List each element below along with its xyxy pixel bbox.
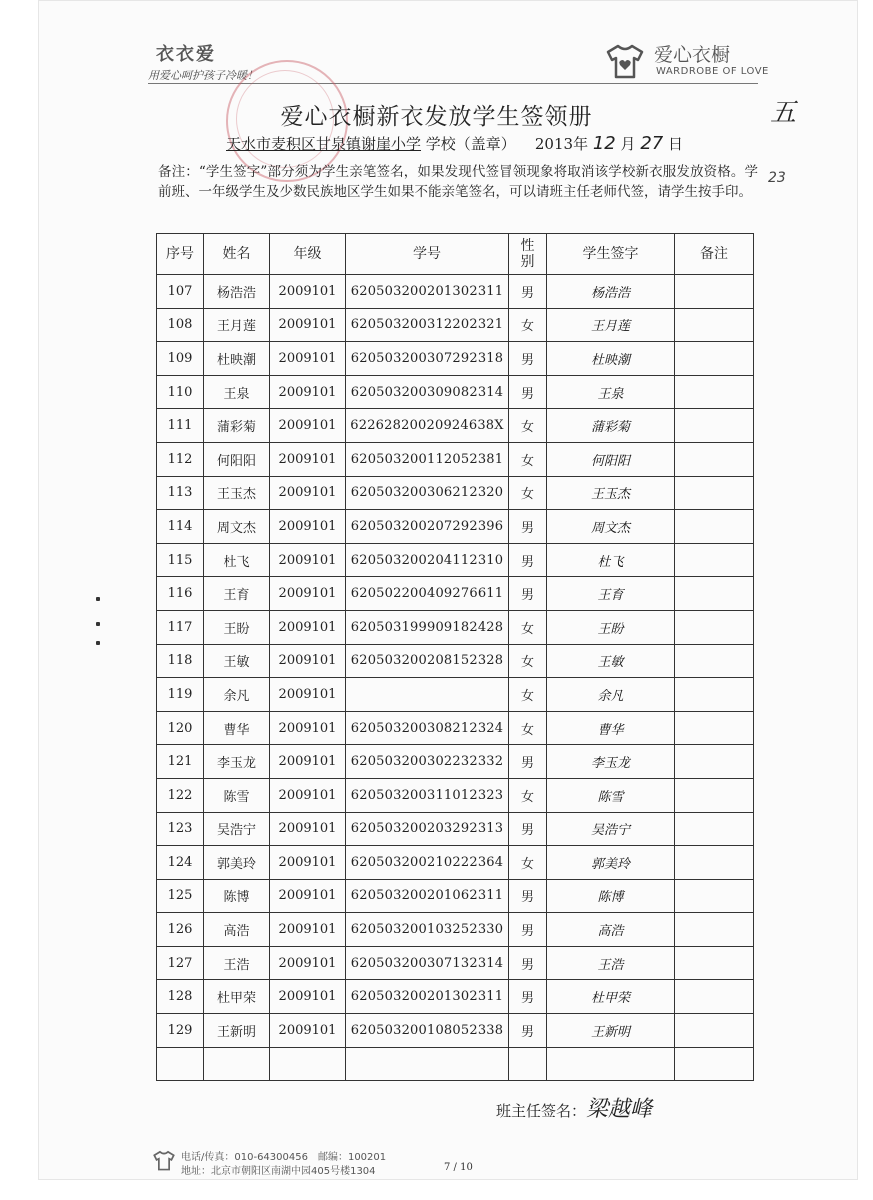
- row-remark: [675, 510, 754, 544]
- table-row: [157, 409, 754, 443]
- row-name: 李玉龙: [204, 745, 270, 779]
- row-signature: 王盼: [547, 610, 675, 644]
- margin-mark: 五: [770, 98, 797, 128]
- row-name: 余凡: [204, 678, 270, 712]
- row-grade: 2009101: [270, 711, 346, 745]
- row-no: 127: [157, 946, 204, 980]
- row-sex: 男: [509, 879, 547, 913]
- row-grade: 2009101: [270, 543, 346, 577]
- row-grade: 2009101: [270, 510, 346, 544]
- row-signature: 王泉: [547, 375, 675, 409]
- table-row: [157, 745, 754, 779]
- row-student-id: 620503200201302311: [346, 275, 509, 309]
- row-remark: [675, 308, 754, 342]
- subtitle: [226, 133, 683, 154]
- row-no: [157, 1047, 204, 1081]
- row-name: 郭美玲: [204, 846, 270, 880]
- heart-shirt-icon: [152, 1150, 176, 1172]
- row-no: 116: [157, 577, 204, 611]
- table-row: [157, 442, 754, 476]
- row-remark: [675, 644, 754, 678]
- row-no: 121: [157, 745, 204, 779]
- row-name: [204, 1047, 270, 1081]
- row-student-id: 62262820020924638X: [346, 409, 509, 443]
- table-row: [157, 711, 754, 745]
- row-student-id: 620503199909182428: [346, 610, 509, 644]
- row-student-id: 620503200204112310: [346, 543, 509, 577]
- table-row: [157, 375, 754, 409]
- row-signature: 王月莲: [547, 308, 675, 342]
- row-signature: 蒲彩菊: [547, 409, 675, 443]
- row-sex: 男: [509, 1014, 547, 1048]
- row-name: 蒲彩菊: [204, 409, 270, 443]
- row-student-id: 620503200306212320: [346, 476, 509, 510]
- row-remark: [675, 879, 754, 913]
- row-name: 高浩: [204, 913, 270, 947]
- row-remark: [675, 409, 754, 443]
- row-sex: 女: [509, 778, 547, 812]
- row-no: 128: [157, 980, 204, 1014]
- row-grade: 2009101: [270, 577, 346, 611]
- table-row: [157, 577, 754, 611]
- row-signature: 王育: [547, 577, 675, 611]
- scan-dot: [96, 597, 100, 601]
- row-sex: 女: [509, 644, 547, 678]
- col-header-student-id: 学号: [346, 234, 509, 275]
- row-signature: 王浩: [547, 946, 675, 980]
- row-remark: [675, 275, 754, 309]
- row-signature: 王新明: [547, 1014, 675, 1048]
- row-name: 王泉: [204, 375, 270, 409]
- row-grade: 2009101: [270, 476, 346, 510]
- row-name: 杜飞: [204, 543, 270, 577]
- row-student-id: [346, 1047, 509, 1081]
- table-row: [157, 644, 754, 678]
- row-grade: 2009101: [270, 610, 346, 644]
- row-sex: 女: [509, 409, 547, 443]
- row-signature: 李玉龙: [547, 745, 675, 779]
- row-signature: 杜甲荣: [547, 980, 675, 1014]
- signature-table: [156, 233, 754, 1081]
- row-signature: 郭美玲: [547, 846, 675, 880]
- row-signature: 吴浩宁: [547, 812, 675, 846]
- row-no: 129: [157, 1014, 204, 1048]
- row-remark: [675, 745, 754, 779]
- row-name: 杜甲荣: [204, 980, 270, 1014]
- row-name: 王盼: [204, 610, 270, 644]
- row-no: 124: [157, 846, 204, 880]
- row-remark: [675, 342, 754, 376]
- row-remark: [675, 946, 754, 980]
- page-number: 7 / 10: [444, 1162, 473, 1173]
- row-signature: 高浩: [547, 913, 675, 947]
- table-row: [157, 879, 754, 913]
- table-row: [157, 846, 754, 880]
- row-no: 111: [157, 409, 204, 443]
- row-student-id: [346, 678, 509, 712]
- row-sex: 男: [509, 342, 547, 376]
- table-row: [157, 1014, 754, 1048]
- row-student-id: 620503200308212324: [346, 711, 509, 745]
- row-no: 107: [157, 275, 204, 309]
- row-sex: 男: [509, 913, 547, 947]
- row-no: 120: [157, 711, 204, 745]
- row-name: 王玉杰: [204, 476, 270, 510]
- row-student-id: 620503200302232332: [346, 745, 509, 779]
- row-no: 117: [157, 610, 204, 644]
- row-no: 125: [157, 879, 204, 913]
- col-header-remark: 备注: [675, 234, 754, 275]
- row-remark: [675, 812, 754, 846]
- row-signature: 陈雪: [547, 778, 675, 812]
- row-student-id: 620503200108052338: [346, 1014, 509, 1048]
- row-grade: 2009101: [270, 409, 346, 443]
- margin-mark: 23: [768, 170, 786, 186]
- row-student-id: 620503200103252330: [346, 913, 509, 947]
- brand-name: 爱心衣橱: [654, 44, 731, 66]
- row-signature: 杜飞: [547, 543, 675, 577]
- row-no: 119: [157, 678, 204, 712]
- page-title: 爱心衣橱新衣发放学生签领册: [280, 104, 593, 130]
- row-name: 陈博: [204, 879, 270, 913]
- row-sex: 女: [509, 711, 547, 745]
- row-sex: 男: [509, 375, 547, 409]
- teacher-signature: 梁越峰: [586, 1097, 653, 1122]
- col-header-no: 序号: [157, 234, 204, 275]
- row-name: 吴浩宁: [204, 812, 270, 846]
- row-sex: 女: [509, 610, 547, 644]
- row-grade: 2009101: [270, 375, 346, 409]
- row-student-id: 620503200208152328: [346, 644, 509, 678]
- row-no: 115: [157, 543, 204, 577]
- row-name: 周文杰: [204, 510, 270, 544]
- scan-dot: [96, 641, 100, 645]
- row-sex: 女: [509, 476, 547, 510]
- row-signature: 陈博: [547, 879, 675, 913]
- row-no: 109: [157, 342, 204, 376]
- table-row: [157, 308, 754, 342]
- row-signature: [547, 1047, 675, 1081]
- table-row: [157, 946, 754, 980]
- row-sex: 男: [509, 543, 547, 577]
- row-name: 王新明: [204, 1014, 270, 1048]
- row-sex: 男: [509, 980, 547, 1014]
- row-student-id: 620503200201302311: [346, 980, 509, 1014]
- row-name: 杜映潮: [204, 342, 270, 376]
- row-remark: [675, 375, 754, 409]
- scan-dot: [96, 622, 100, 626]
- row-sex: 男: [509, 510, 547, 544]
- table-row: [157, 913, 754, 947]
- teacher-signature-line: [496, 1092, 652, 1123]
- row-signature: 余凡: [547, 678, 675, 712]
- row-no: 114: [157, 510, 204, 544]
- table-row: [157, 678, 754, 712]
- row-sex: 男: [509, 275, 547, 309]
- row-signature: 周文杰: [547, 510, 675, 544]
- row-grade: 2009101: [270, 342, 346, 376]
- row-sex: 男: [509, 812, 547, 846]
- row-no: 108: [157, 308, 204, 342]
- row-remark: [675, 913, 754, 947]
- row-remark: [675, 778, 754, 812]
- col-header-grade: 年级: [270, 234, 346, 275]
- row-student-id: 620503200203292313: [346, 812, 509, 846]
- row-sex: 男: [509, 946, 547, 980]
- row-grade: 2009101: [270, 275, 346, 309]
- row-grade: 2009101: [270, 1014, 346, 1048]
- row-student-id: 620503200307292318: [346, 342, 509, 376]
- logo-left: 衣衣爱: [156, 44, 216, 65]
- row-grade: 2009101: [270, 644, 346, 678]
- col-header-name: 姓名: [204, 234, 270, 275]
- day-label: 日: [668, 135, 684, 153]
- row-signature: 杨浩浩: [547, 275, 675, 309]
- row-remark: [675, 1047, 754, 1081]
- row-name: 何阳阳: [204, 442, 270, 476]
- row-sex: 女: [509, 308, 547, 342]
- note-text: 备注：“学生签字”部分须为学生亲笔签名，如果发现代签冒领现象将取消该学校新衣服发放资格。学前班、一年级学生及少数民族地区学生如果不能亲笔签名，可以请班主任老师代签，请学生按手印。: [158, 164, 758, 200]
- table-row: [157, 342, 754, 376]
- row-grade: 2009101: [270, 442, 346, 476]
- table-row: [157, 476, 754, 510]
- table-row: [157, 778, 754, 812]
- table-row: [157, 812, 754, 846]
- col-header-sex: [509, 234, 547, 275]
- row-grade: 2009101: [270, 308, 346, 342]
- row-student-id: 620503200311012323: [346, 778, 509, 812]
- row-sex: 男: [509, 745, 547, 779]
- table-row: [157, 275, 754, 309]
- row-grade: 2009101: [270, 913, 346, 947]
- row-no: 110: [157, 375, 204, 409]
- row-remark: [675, 476, 754, 510]
- table-row: [157, 980, 754, 1014]
- row-student-id: 620502200409276611: [346, 577, 509, 611]
- row-grade: 2009101: [270, 745, 346, 779]
- row-student-id: 620503200201062311: [346, 879, 509, 913]
- footer-phone: 电话/传真：010-64300456 邮编：100201: [181, 1152, 387, 1163]
- row-sex: 女: [509, 678, 547, 712]
- row-name: 王月莲: [204, 308, 270, 342]
- school-suffix: 学校（盖章）: [425, 135, 516, 153]
- month-handwritten: 12: [592, 133, 616, 154]
- row-no: 122: [157, 778, 204, 812]
- row-student-id: 620503200210222364: [346, 846, 509, 880]
- row-name: 曹华: [204, 711, 270, 745]
- row-student-id: 620503200307132314: [346, 946, 509, 980]
- row-student-id: 620503200112052381: [346, 442, 509, 476]
- row-sex: 女: [509, 442, 547, 476]
- row-remark: [675, 543, 754, 577]
- col-header-sex-text: 性别: [520, 238, 535, 270]
- row-grade: 2009101: [270, 812, 346, 846]
- teacher-label: 班主任签名：: [496, 1102, 587, 1120]
- row-grade: 2009101: [270, 980, 346, 1014]
- row-sex: [509, 1047, 547, 1081]
- row-no: 123: [157, 812, 204, 846]
- row-remark: [675, 442, 754, 476]
- row-signature: 曹华: [547, 711, 675, 745]
- row-signature: 王玉杰: [547, 476, 675, 510]
- school-name: 天水市麦积区甘泉镇谢崖小学: [226, 135, 422, 153]
- row-name: 王敏: [204, 644, 270, 678]
- row-sex: 男: [509, 577, 547, 611]
- row-remark: [675, 711, 754, 745]
- row-student-id: 620503200309082314: [346, 375, 509, 409]
- heart-shirt-icon: [604, 44, 646, 80]
- row-grade: 2009101: [270, 879, 346, 913]
- table-row: [157, 1047, 754, 1081]
- row-remark: [675, 846, 754, 880]
- row-remark: [675, 980, 754, 1014]
- footer-address: 地址：北京市朝阳区南湖中园405号楼1304: [181, 1166, 376, 1177]
- row-name: 陈雪: [204, 778, 270, 812]
- table-header-row: [157, 234, 754, 275]
- row-name: 杨浩浩: [204, 275, 270, 309]
- row-grade: [270, 1047, 346, 1081]
- table-row: [157, 543, 754, 577]
- row-signature: 杜映潮: [547, 342, 675, 376]
- row-signature: 何阳阳: [547, 442, 675, 476]
- table-row: [157, 510, 754, 544]
- row-signature: 王敏: [547, 644, 675, 678]
- row-name: 王育: [204, 577, 270, 611]
- row-no: 118: [157, 644, 204, 678]
- year: 2013年: [534, 135, 589, 153]
- row-remark: [675, 610, 754, 644]
- row-sex: 女: [509, 846, 547, 880]
- row-grade: 2009101: [270, 846, 346, 880]
- row-student-id: 620503200207292396: [346, 510, 509, 544]
- row-name: 王浩: [204, 946, 270, 980]
- brand-en: WARDROBE OF LOVE: [656, 66, 769, 77]
- row-no: 113: [157, 476, 204, 510]
- row-remark: [675, 577, 754, 611]
- row-remark: [675, 1014, 754, 1048]
- day-handwritten: 27: [640, 133, 664, 154]
- row-remark: [675, 678, 754, 712]
- row-student-id: 620503200312202321: [346, 308, 509, 342]
- month-label: 月: [620, 135, 636, 153]
- row-no: 112: [157, 442, 204, 476]
- col-header-signature: 学生签字: [547, 234, 675, 275]
- table-row: [157, 610, 754, 644]
- slogan: 用爱心呵护孩子冷暖！: [148, 69, 258, 82]
- row-grade: 2009101: [270, 946, 346, 980]
- row-grade: 2009101: [270, 678, 346, 712]
- row-no: 126: [157, 913, 204, 947]
- row-grade: 2009101: [270, 778, 346, 812]
